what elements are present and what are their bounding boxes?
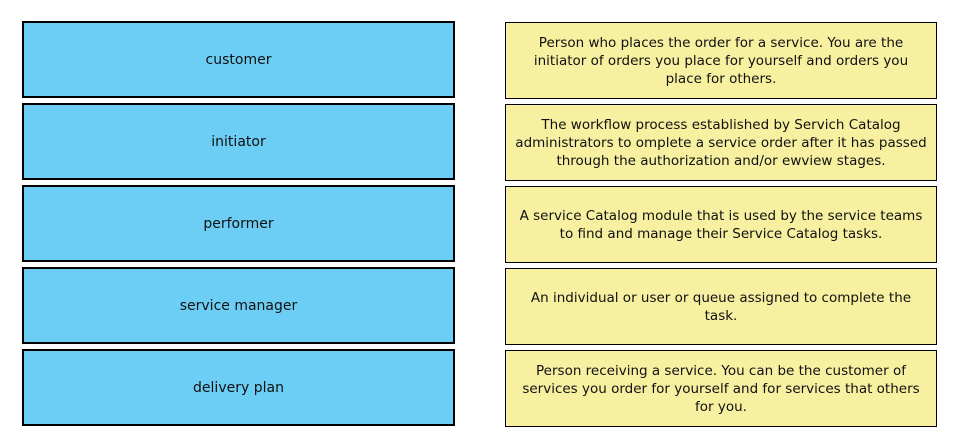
definition-text-3: A service Catalog module that is used by the service teams to find and manage their Service Catalog tasks.	[519, 207, 923, 242]
terms-column	[22, 21, 455, 426]
term-card-service-manager[interactable]	[22, 267, 455, 344]
definition-text-2: The workflow process established by Servich Catalog administrators to omplete a service order after it has passed through the authorization and/or ewview stages.	[515, 116, 927, 169]
definition-text-4: An individual or user or queue assigned to complete the task.	[530, 289, 912, 324]
term-label-initiator: initiator	[211, 133, 266, 150]
term-label-customer: customer	[205, 51, 272, 68]
term-label-performer: performer	[203, 215, 274, 232]
definition-text-5: Person receiving a service. You can be the customer of services you order for yourself and for services that others for you.	[522, 362, 920, 415]
definition-card-5[interactable]	[505, 350, 937, 427]
term-card-customer[interactable]	[22, 21, 455, 98]
definition-card-2[interactable]	[505, 104, 937, 181]
definition-card-1[interactable]	[505, 22, 937, 99]
definition-card-4[interactable]	[505, 268, 937, 345]
definition-card-3[interactable]	[505, 186, 937, 263]
term-label-service-manager: service manager	[179, 297, 298, 314]
definition-text-1: Person who places the order for a service. You are the initiator of orders you place for yourself and orders you place for others.	[533, 34, 909, 87]
term-card-delivery-plan[interactable]	[22, 349, 455, 426]
term-card-performer[interactable]	[22, 185, 455, 262]
definitions-column	[505, 22, 937, 427]
term-card-initiator[interactable]	[22, 103, 455, 180]
term-label-delivery-plan: delivery plan	[193, 379, 284, 396]
